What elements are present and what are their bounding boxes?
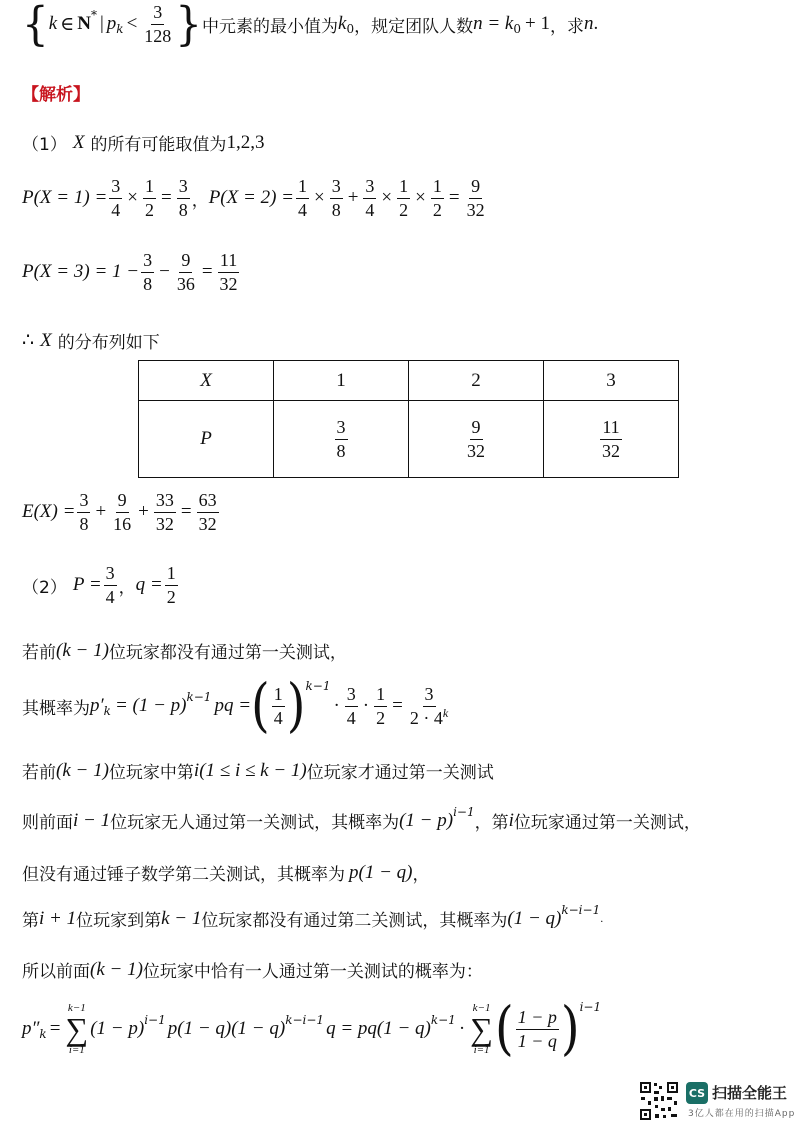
px3-line <box>22 250 242 294</box>
plus: + <box>138 501 149 523</box>
fraction: $\frac{1}{2}$ <box>166 563 176 607</box>
text: 中元素的最小值为 <box>202 16 339 37</box>
qr-code-icon <box>639 1081 679 1121</box>
left-paren: ( <box>494 995 514 1063</box>
fraction: $\frac{3}{4}$ <box>365 176 375 220</box>
text: 若前 <box>22 643 56 663</box>
if2-line <box>22 758 494 783</box>
math: (1 − p) <box>90 1018 145 1040</box>
times: × <box>313 187 325 209</box>
text: 所以前面 <box>22 962 90 982</box>
sum-line <box>22 995 602 1063</box>
table-cell: 3 <box>544 361 679 401</box>
camscanner-logo-icon: CS <box>686 1082 708 1104</box>
fraction: $\frac{1}{2}$ <box>399 176 409 220</box>
app-tagline: 3亿人都在用的扫描App <box>688 1109 796 1119</box>
fraction: $\frac{3}{4}$ <box>105 563 115 607</box>
dot: · <box>458 1018 466 1040</box>
table-row <box>139 401 679 478</box>
math: p′ <box>90 695 104 716</box>
k0: k <box>338 13 347 35</box>
fraction: $\frac{1 - p}{1 - q}$ <box>517 1007 557 1051</box>
text: 位玩家通过第一关测试， <box>513 813 701 833</box>
set-bar: | <box>99 13 104 35</box>
so-line <box>22 957 483 982</box>
set-var-k: k <box>48 13 58 35</box>
text: 若前 <box>22 763 56 783</box>
comma: ， <box>191 190 209 211</box>
math: p(1 − q) <box>349 861 413 883</box>
math: (k − 1) <box>90 958 143 980</box>
k0-sub: 0 <box>346 22 355 37</box>
text: ，规定团队人数 <box>354 16 474 37</box>
values: 1,2,3 <box>226 131 265 153</box>
text: ，求 <box>549 16 584 37</box>
math: i(1 ≤ i ≤ k − 1) <box>193 759 307 781</box>
text: 其概率为 <box>22 698 90 719</box>
math: p″ <box>22 1018 40 1040</box>
text: 位玩家无人通过第一关测试，其概率为 <box>110 813 400 833</box>
heading-text: 【解析】 <box>22 85 90 105</box>
eq: = <box>392 695 403 716</box>
left-paren: ( <box>251 672 270 740</box>
text: 位玩家到第 <box>76 911 162 931</box>
minus: − <box>159 261 170 283</box>
if1-line <box>22 638 347 663</box>
table-cell: $\frac{9}{32}$ <box>409 401 544 478</box>
n-plus: + 1 <box>525 13 550 35</box>
comma: ， <box>118 577 136 598</box>
table-cell: 2 <box>409 361 544 401</box>
times: × <box>415 187 426 209</box>
table-cell: 1 <box>274 361 409 401</box>
fraction: $\frac{3}{2 \cdot 4^k}$ <box>409 683 449 728</box>
sum-symbol: k−1 ∑ i=1 <box>65 1002 89 1057</box>
sup: k−i−1 <box>285 1013 325 1028</box>
analysis-heading <box>22 80 90 105</box>
math: p(1 − q)(1 − q) <box>167 1018 286 1040</box>
px3-lhs: P(X = 3) = 1 − <box>22 261 140 283</box>
plus: + <box>347 187 359 209</box>
sup: k−1 <box>430 1013 456 1028</box>
fraction: $\frac{11}{32}$ <box>219 250 238 294</box>
eq: = <box>49 1018 61 1040</box>
px2-lhs: P(X = 2) = <box>208 187 294 209</box>
text: ，第 <box>474 813 509 833</box>
sup: i−1 <box>144 1013 166 1028</box>
period: . <box>593 13 599 35</box>
table-cell: P <box>139 401 274 478</box>
table-header-row <box>139 361 679 401</box>
app-name: 扫描全能王 <box>712 1084 788 1102</box>
sup: i−1 <box>579 1000 602 1015</box>
sup: k−i−1 <box>561 902 601 917</box>
set-star: * <box>90 8 97 23</box>
text: 但没有通过锤子数学第二关测试，其概率为 <box>22 865 345 885</box>
right-paren: ) <box>560 995 580 1063</box>
table-cell: X <box>139 361 274 401</box>
dot: · <box>333 695 340 716</box>
times: × <box>127 187 138 209</box>
sup: i−1 <box>453 804 475 819</box>
math: (k − 1) <box>56 759 109 781</box>
fraction: $\frac{1}{4}$ <box>273 683 283 728</box>
q-eq: q = <box>135 574 163 596</box>
n-var: n <box>583 13 594 35</box>
math: i + 1 <box>39 907 77 929</box>
text: 第 <box>22 911 39 931</box>
ex-lhs: E(X) = <box>22 501 76 523</box>
fraction: $\frac{1}{2}$ <box>144 176 154 220</box>
fraction: $\frac{9}{16}$ <box>113 490 132 534</box>
fraction: $\frac{1}{4}$ <box>297 176 307 220</box>
part-label: （1） <box>22 135 67 155</box>
set-sub-k: k <box>116 22 124 37</box>
math: (k − 1) <box>56 639 109 661</box>
math: i − 1 <box>73 809 111 831</box>
prob1-line <box>22 672 452 740</box>
text: 位玩家都没有通过第二关测试，其概率为 <box>201 911 508 931</box>
fraction: $\frac{3}{8}$ <box>331 176 341 220</box>
distribution-table <box>138 360 679 478</box>
times: × <box>381 187 393 209</box>
dot: · <box>362 695 370 716</box>
table-cell: $\frac{11}{32}$ <box>544 401 679 478</box>
fraction: $\frac{63}{32}$ <box>198 490 217 534</box>
px12-line <box>22 176 489 220</box>
fraction: $\frac{1}{2}$ <box>376 683 386 728</box>
math: (1 − q) <box>507 907 562 929</box>
right-paren: ) <box>286 672 306 740</box>
math: q = pq(1 − q) <box>326 1018 431 1040</box>
set-N: N <box>77 13 91 35</box>
sup: k−1 <box>305 679 331 693</box>
expectation-line <box>22 490 221 534</box>
sum-symbol: k−1 ∑ i=1 <box>470 1002 493 1057</box>
n-sub: 0 <box>513 22 522 37</box>
period: . <box>600 911 604 925</box>
text: 位玩家都没有通过第一关测试， <box>108 643 347 663</box>
math: i <box>508 809 514 831</box>
eq: = <box>448 187 460 209</box>
sup: k−1 <box>186 690 212 704</box>
fraction: $\frac{3}{4}$ <box>111 176 121 220</box>
set-fraction: $\frac{3}{128}$ <box>144 2 172 46</box>
fraction: $\frac{9}{32}$ <box>466 176 485 220</box>
but-line <box>22 860 429 885</box>
sub: k <box>39 1027 47 1042</box>
part1-line <box>22 130 264 155</box>
var-X: X <box>40 329 52 351</box>
set-in: ∈ <box>60 13 75 35</box>
sub: k <box>103 704 111 718</box>
therefore: ∴ <box>22 330 35 351</box>
fraction: $\frac{9}{36}$ <box>176 250 195 294</box>
text: 的所有可能取值为 <box>90 135 227 155</box>
var-X: X <box>72 131 85 153</box>
text: 位玩家中第 <box>108 763 194 783</box>
math: = (1 − p) <box>114 695 187 716</box>
text: ， <box>412 865 430 885</box>
text: 的分布列如下 <box>57 333 160 353</box>
eq: = <box>180 501 192 523</box>
math: (1 − p) <box>399 809 454 831</box>
math: pq = <box>214 695 252 716</box>
text: 位玩家才通过第一关测试 <box>306 763 494 783</box>
then-line <box>22 804 701 833</box>
dist-intro <box>22 328 160 353</box>
table-cell: $\frac{3}{8}$ <box>274 401 409 478</box>
part-label: （2） <box>22 577 67 598</box>
plus: + <box>95 501 107 523</box>
right-brace: } <box>175 0 203 51</box>
set-lt: < <box>126 13 138 35</box>
part2-line <box>22 563 180 607</box>
next-line <box>22 902 604 931</box>
eq: = <box>201 261 213 283</box>
fraction: $\frac{1}{2}$ <box>432 176 442 220</box>
fraction: $\frac{3}{4}$ <box>346 683 356 728</box>
text: 则前面 <box>22 813 73 833</box>
n-eq: n = k <box>473 13 514 35</box>
set-p: p <box>106 13 117 35</box>
text: 位玩家中恰有一人通过第一关测试的概率为： <box>142 962 483 982</box>
fraction: $\frac{3}{8}$ <box>178 176 188 220</box>
condition-line <box>22 0 599 51</box>
px1-lhs: P(X = 1) = <box>22 187 108 209</box>
fraction: $\frac{3}{8}$ <box>79 490 89 534</box>
p-eq: P = <box>72 574 102 596</box>
math: k − 1 <box>161 907 202 929</box>
eq: = <box>160 187 172 209</box>
left-brace: { <box>22 0 49 51</box>
fraction: $\frac{3}{8}$ <box>143 250 153 294</box>
fraction: $\frac{33}{32}$ <box>155 490 174 534</box>
